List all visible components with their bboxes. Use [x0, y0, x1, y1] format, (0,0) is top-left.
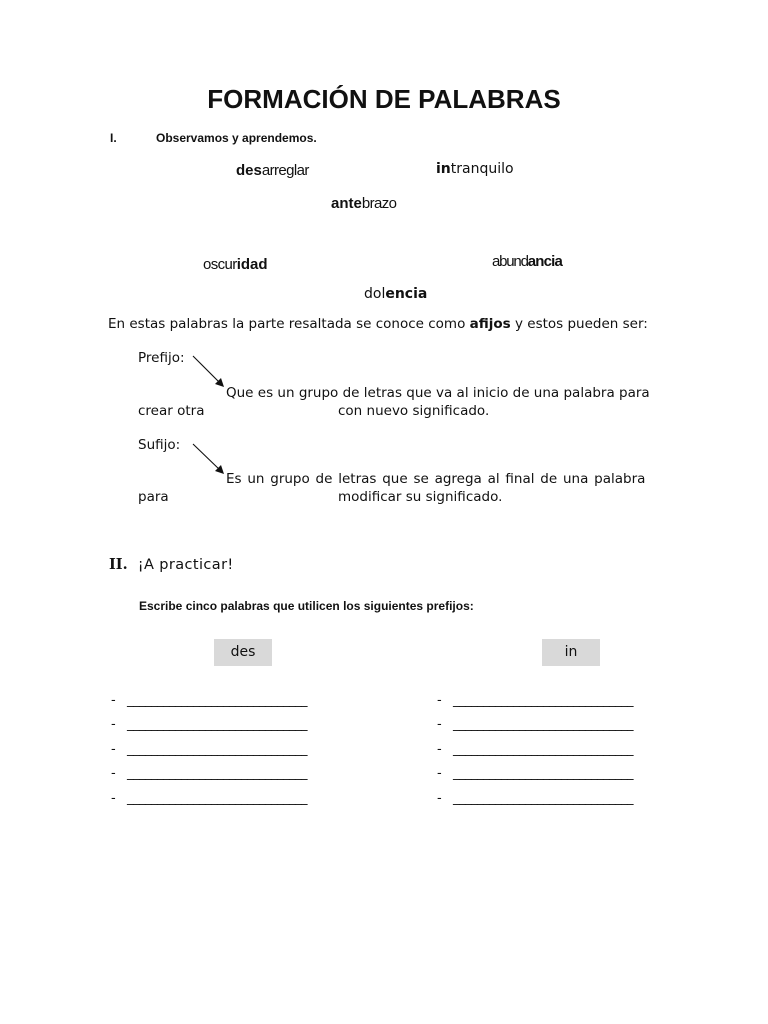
- blank-line: ______________________________: [127, 766, 307, 781]
- example-affix: ante: [331, 195, 362, 212]
- blank-line: ______________________________: [453, 693, 633, 708]
- example-root: arreglar: [261, 162, 309, 179]
- bullet: -: [111, 742, 116, 757]
- prefijo-definition-line2-left: crear otra: [138, 403, 205, 419]
- prefijo-term: Prefijo:: [138, 350, 185, 366]
- prefix-box-des: des: [214, 639, 272, 666]
- example-word-intranquilo: [436, 161, 514, 177]
- example-root: dol: [364, 286, 386, 302]
- bullet: -: [437, 693, 442, 708]
- answer-line-right-1[interactable]: [437, 693, 633, 708]
- example-root: tranquilo: [450, 161, 514, 177]
- example-root: brazo: [361, 195, 397, 212]
- answer-line-left-5[interactable]: [111, 791, 307, 806]
- intro-text: En estas palabras la parte resaltada se conoce como: [108, 316, 470, 332]
- answer-line-right-4[interactable]: [437, 766, 633, 781]
- example-root: oscur: [203, 256, 237, 273]
- answer-line-left-1[interactable]: [111, 693, 307, 708]
- blank-line: ______________________________: [127, 693, 307, 708]
- sufijo-definition-line2-right: modificar su significado.: [338, 489, 503, 505]
- sufijo-arrow-icon: [0, 0, 1, 1]
- prefijo-definition-line2-right: con nuevo significado.: [338, 403, 490, 419]
- page-title: FORMACIÓN DE PALABRAS: [207, 84, 561, 114]
- answer-line-right-2[interactable]: [437, 717, 633, 732]
- bullet: -: [437, 766, 442, 781]
- answer-line-left-3[interactable]: [111, 742, 307, 757]
- answer-line-left-2[interactable]: [111, 717, 307, 732]
- example-affix: ancia: [527, 253, 563, 270]
- answer-line-right-3[interactable]: [437, 742, 633, 757]
- instruction-text: Escribe cinco palabras que utilicen los siguientes prefijos:: [139, 599, 474, 613]
- example-word-antebrazo: [331, 195, 396, 212]
- blank-line: ______________________________: [453, 791, 633, 806]
- example-affix: des: [236, 162, 262, 179]
- bullet: -: [437, 717, 442, 732]
- section-2-label: ¡A practicar!: [137, 557, 234, 573]
- answer-line-right-5[interactable]: [437, 791, 633, 806]
- example-affix: encia: [385, 286, 428, 302]
- blank-line: ______________________________: [127, 717, 307, 732]
- prefijo-definition-line1: Que es un grupo de letras que va al inicio de una palabra para: [226, 385, 650, 401]
- intro-keyword: afijos: [469, 316, 511, 332]
- example-word-oscuridad: [203, 256, 268, 273]
- blank-line: ______________________________: [453, 766, 633, 781]
- blank-line: ______________________________: [127, 791, 307, 806]
- example-word-abundancia: [492, 253, 562, 270]
- example-affix: idad: [236, 256, 268, 273]
- bullet: -: [111, 693, 116, 708]
- blank-line: ______________________________: [127, 742, 307, 757]
- blank-line: ______________________________: [453, 742, 633, 757]
- section-2-heading: [109, 556, 234, 573]
- sufijo-definition-line1: Es un grupo de letras que se agrega al final de una palabra: [226, 471, 646, 487]
- bullet: -: [111, 791, 116, 806]
- answer-line-left-4[interactable]: [111, 766, 307, 781]
- example-root: abund: [492, 253, 528, 270]
- section-1-heading: Observamos y aprendemos.: [156, 131, 317, 145]
- section-1-number: I.: [110, 131, 117, 145]
- prefix-box-in: in: [542, 639, 600, 666]
- intro-sentence: [108, 316, 648, 332]
- example-word-desarreglar: [236, 162, 309, 179]
- intro-text-end: y estos pueden ser:: [510, 316, 648, 332]
- example-affix: in: [436, 161, 451, 177]
- example-word-dolencia: [364, 286, 427, 302]
- bullet: -: [111, 766, 116, 781]
- sufijo-term: Sufijo:: [138, 437, 181, 453]
- section-2-number: II.: [109, 556, 128, 573]
- blank-line: ______________________________: [453, 717, 633, 732]
- sufijo-definition-line2-left: para: [138, 489, 169, 505]
- bullet: -: [111, 717, 116, 732]
- bullet: -: [437, 791, 442, 806]
- bullet: -: [437, 742, 442, 757]
